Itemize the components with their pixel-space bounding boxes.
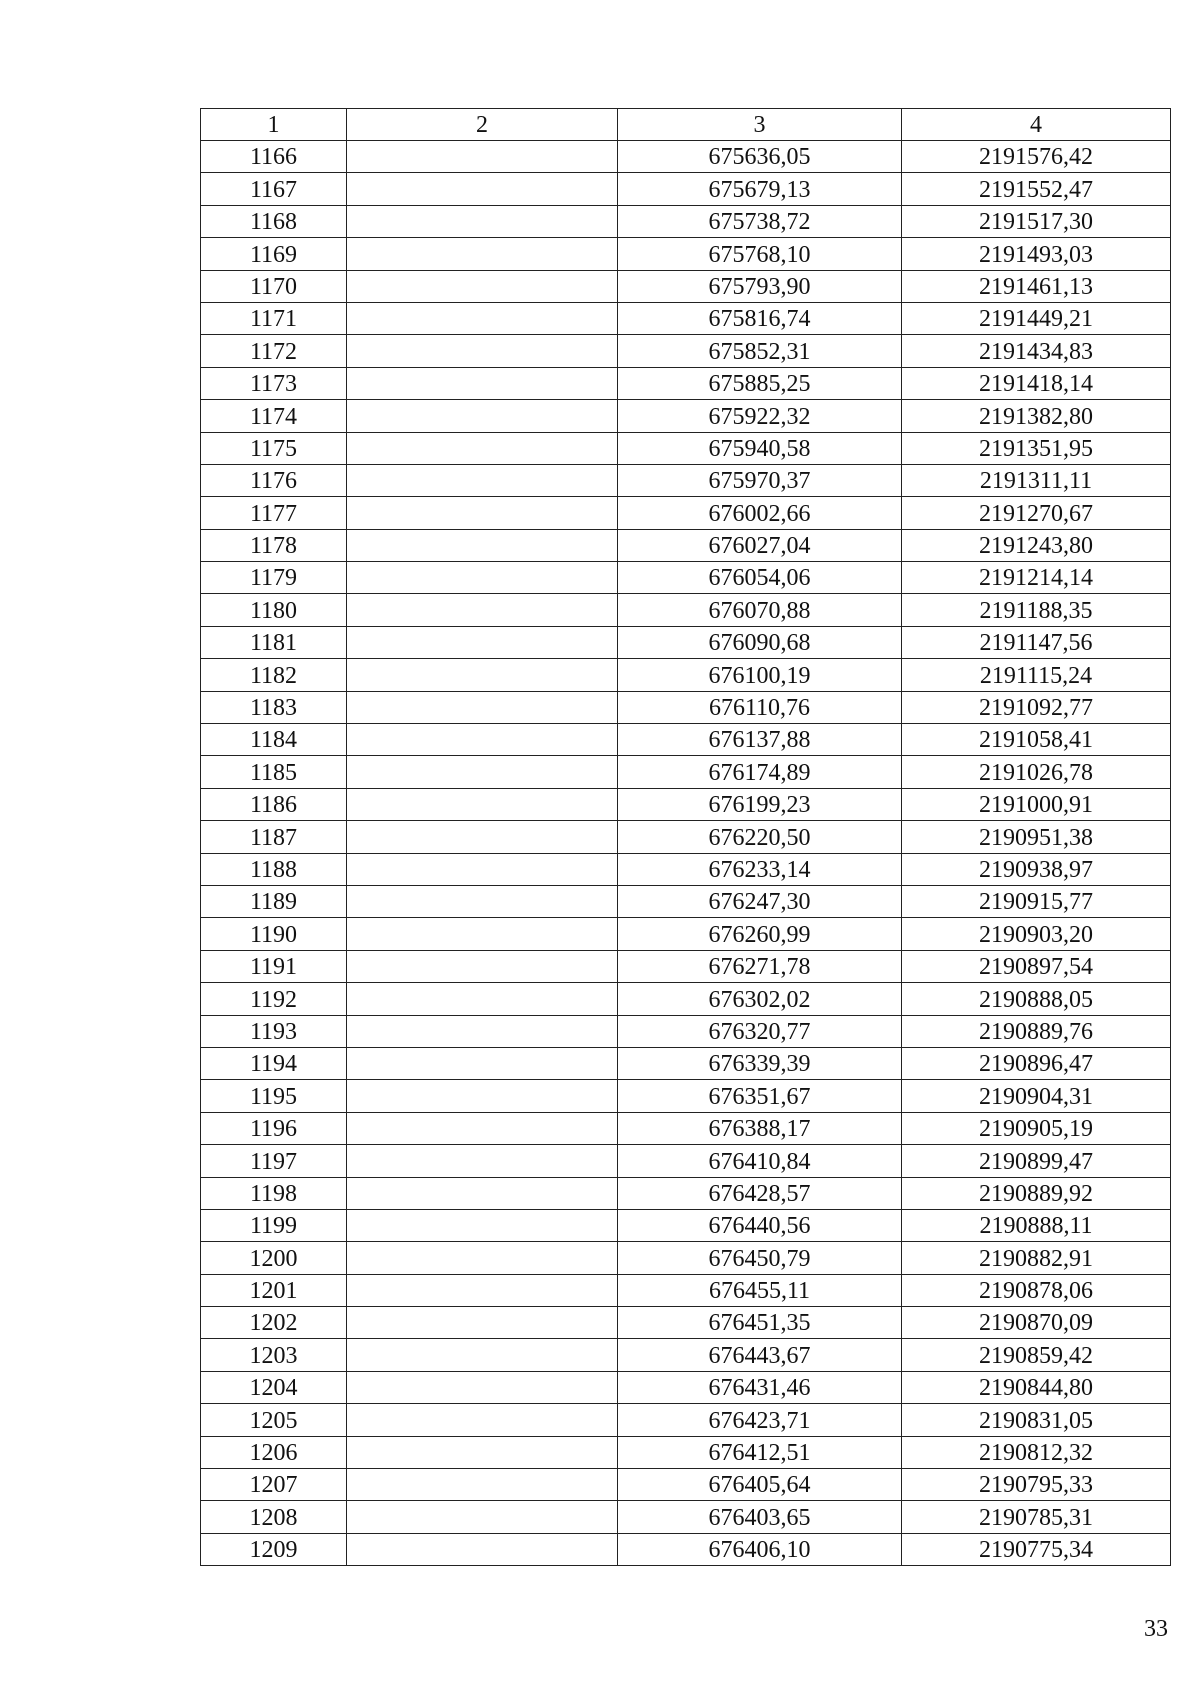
- point-number-cell: 1166: [201, 141, 347, 173]
- column-header-1: 1: [201, 109, 347, 141]
- point-number-cell: 1185: [201, 756, 347, 788]
- x-coordinate-cell: 676403,65: [618, 1501, 902, 1533]
- point-number-cell: 1181: [201, 626, 347, 658]
- y-coordinate-cell: 2190888,11: [902, 1209, 1171, 1241]
- x-coordinate-cell: 675852,31: [618, 335, 902, 367]
- table-row: [201, 432, 1171, 464]
- description-cell: [347, 302, 618, 334]
- table-row: [201, 1339, 1171, 1371]
- table-row: [201, 594, 1171, 626]
- table-row: [201, 724, 1171, 756]
- table-row: [201, 626, 1171, 658]
- table-row: [201, 464, 1171, 496]
- table-row: [201, 1307, 1171, 1339]
- point-number-cell: 1176: [201, 464, 347, 496]
- description-cell: [347, 1307, 618, 1339]
- x-coordinate-cell: 676339,39: [618, 1047, 902, 1079]
- description-cell: [347, 1209, 618, 1241]
- description-cell: [347, 270, 618, 302]
- y-coordinate-cell: 2190775,34: [902, 1533, 1171, 1565]
- description-cell: [347, 1177, 618, 1209]
- table-row: [201, 1209, 1171, 1241]
- y-coordinate-cell: 2191058,41: [902, 724, 1171, 756]
- point-number-cell: 1174: [201, 400, 347, 432]
- y-coordinate-cell: 2191552,47: [902, 173, 1171, 205]
- description-cell: [347, 1469, 618, 1501]
- coordinates-table: [200, 108, 1171, 1566]
- x-coordinate-cell: 676247,30: [618, 885, 902, 917]
- table-row: [201, 270, 1171, 302]
- description-cell: [347, 950, 618, 982]
- description-cell: [347, 464, 618, 496]
- table-row: [201, 1469, 1171, 1501]
- point-number-cell: 1192: [201, 983, 347, 1015]
- description-cell: [347, 238, 618, 270]
- table-row: [201, 238, 1171, 270]
- x-coordinate-cell: 676412,51: [618, 1436, 902, 1468]
- description-cell: [347, 853, 618, 885]
- table-row: [201, 788, 1171, 820]
- description-cell: [347, 1404, 618, 1436]
- table-row: [201, 691, 1171, 723]
- description-cell: [347, 885, 618, 917]
- x-coordinate-cell: 675922,32: [618, 400, 902, 432]
- x-coordinate-cell: 676100,19: [618, 659, 902, 691]
- y-coordinate-cell: 2190882,91: [902, 1242, 1171, 1274]
- point-number-cell: 1200: [201, 1242, 347, 1274]
- y-coordinate-cell: 2190889,92: [902, 1177, 1171, 1209]
- x-coordinate-cell: 676220,50: [618, 821, 902, 853]
- point-number-cell: 1196: [201, 1112, 347, 1144]
- point-number-cell: 1169: [201, 238, 347, 270]
- x-coordinate-cell: 676455,11: [618, 1274, 902, 1306]
- table-row: [201, 885, 1171, 917]
- x-coordinate-cell: 676233,14: [618, 853, 902, 885]
- table-row: [201, 173, 1171, 205]
- table-row: [201, 1177, 1171, 1209]
- y-coordinate-cell: 2190897,54: [902, 950, 1171, 982]
- y-coordinate-cell: 2190896,47: [902, 1047, 1171, 1079]
- description-cell: [347, 821, 618, 853]
- x-coordinate-cell: 676260,99: [618, 918, 902, 950]
- description-cell: [347, 1047, 618, 1079]
- x-coordinate-cell: 675940,58: [618, 432, 902, 464]
- y-coordinate-cell: 2191026,78: [902, 756, 1171, 788]
- description-cell: [347, 562, 618, 594]
- y-coordinate-cell: 2190889,76: [902, 1015, 1171, 1047]
- x-coordinate-cell: 676002,66: [618, 497, 902, 529]
- x-coordinate-cell: 676388,17: [618, 1112, 902, 1144]
- x-coordinate-cell: 676174,89: [618, 756, 902, 788]
- table-row: [201, 141, 1171, 173]
- y-coordinate-cell: 2191576,42: [902, 141, 1171, 173]
- description-cell: [347, 400, 618, 432]
- point-number-cell: 1189: [201, 885, 347, 917]
- table-row: [201, 918, 1171, 950]
- table-row: [201, 1404, 1171, 1436]
- table-row: [201, 1436, 1171, 1468]
- y-coordinate-cell: 2191311,11: [902, 464, 1171, 496]
- description-cell: [347, 788, 618, 820]
- x-coordinate-cell: 675679,13: [618, 173, 902, 205]
- y-coordinate-cell: 2190951,38: [902, 821, 1171, 853]
- point-number-cell: 1206: [201, 1436, 347, 1468]
- x-coordinate-cell: 676302,02: [618, 983, 902, 1015]
- description-cell: [347, 1339, 618, 1371]
- x-coordinate-cell: 676027,04: [618, 529, 902, 561]
- y-coordinate-cell: 2190831,05: [902, 1404, 1171, 1436]
- description-cell: [347, 1080, 618, 1112]
- table-row: [201, 1274, 1171, 1306]
- point-number-cell: 1188: [201, 853, 347, 885]
- table-row: [201, 659, 1171, 691]
- point-number-cell: 1170: [201, 270, 347, 302]
- y-coordinate-cell: 2190878,06: [902, 1274, 1171, 1306]
- y-coordinate-cell: 2191270,67: [902, 497, 1171, 529]
- table-row: [201, 367, 1171, 399]
- column-header-4: 4: [902, 109, 1171, 141]
- point-number-cell: 1195: [201, 1080, 347, 1112]
- y-coordinate-cell: 2191188,35: [902, 594, 1171, 626]
- point-number-cell: 1180: [201, 594, 347, 626]
- x-coordinate-cell: 676199,23: [618, 788, 902, 820]
- column-header-3: 3: [618, 109, 902, 141]
- y-coordinate-cell: 2191351,95: [902, 432, 1171, 464]
- table-row: [201, 562, 1171, 594]
- description-cell: [347, 918, 618, 950]
- point-number-cell: 1204: [201, 1371, 347, 1403]
- description-cell: [347, 367, 618, 399]
- point-number-cell: 1191: [201, 950, 347, 982]
- y-coordinate-cell: 2191418,14: [902, 367, 1171, 399]
- point-number-cell: 1209: [201, 1533, 347, 1565]
- description-cell: [347, 1371, 618, 1403]
- x-coordinate-cell: 675793,90: [618, 270, 902, 302]
- point-number-cell: 1178: [201, 529, 347, 561]
- y-coordinate-cell: 2190844,80: [902, 1371, 1171, 1403]
- table-row: [201, 1015, 1171, 1047]
- x-coordinate-cell: 676451,35: [618, 1307, 902, 1339]
- point-number-cell: 1199: [201, 1209, 347, 1241]
- x-coordinate-cell: 676351,67: [618, 1080, 902, 1112]
- description-cell: [347, 141, 618, 173]
- y-coordinate-cell: 2190915,77: [902, 885, 1171, 917]
- y-coordinate-cell: 2190904,31: [902, 1080, 1171, 1112]
- y-coordinate-cell: 2191147,56: [902, 626, 1171, 658]
- point-number-cell: 1201: [201, 1274, 347, 1306]
- point-number-cell: 1186: [201, 788, 347, 820]
- point-number-cell: 1168: [201, 205, 347, 237]
- point-number-cell: 1198: [201, 1177, 347, 1209]
- table-row: [201, 1371, 1171, 1403]
- point-number-cell: 1172: [201, 335, 347, 367]
- y-coordinate-cell: 2191000,91: [902, 788, 1171, 820]
- table-row: [201, 1533, 1171, 1565]
- description-cell: [347, 626, 618, 658]
- description-cell: [347, 432, 618, 464]
- table-row: [201, 497, 1171, 529]
- table-row: [201, 853, 1171, 885]
- description-cell: [347, 1501, 618, 1533]
- page-number: 33: [1144, 1616, 1168, 1642]
- description-cell: [347, 756, 618, 788]
- description-cell: [347, 497, 618, 529]
- table-row: [201, 335, 1171, 367]
- description-cell: [347, 529, 618, 561]
- x-coordinate-cell: 676443,67: [618, 1339, 902, 1371]
- y-coordinate-cell: 2190785,31: [902, 1501, 1171, 1533]
- point-number-cell: 1175: [201, 432, 347, 464]
- x-coordinate-cell: 676406,10: [618, 1533, 902, 1565]
- y-coordinate-cell: 2190938,97: [902, 853, 1171, 885]
- point-number-cell: 1177: [201, 497, 347, 529]
- x-coordinate-cell: 675636,05: [618, 141, 902, 173]
- x-coordinate-cell: 675885,25: [618, 367, 902, 399]
- y-coordinate-cell: 2190795,33: [902, 1469, 1171, 1501]
- description-cell: [347, 1274, 618, 1306]
- description-cell: [347, 205, 618, 237]
- description-cell: [347, 983, 618, 1015]
- y-coordinate-cell: 2190899,47: [902, 1145, 1171, 1177]
- table-row: [201, 1080, 1171, 1112]
- point-number-cell: 1173: [201, 367, 347, 399]
- description-cell: [347, 1242, 618, 1274]
- x-coordinate-cell: 676137,88: [618, 724, 902, 756]
- description-cell: [347, 1015, 618, 1047]
- description-cell: [347, 335, 618, 367]
- y-coordinate-cell: 2191382,80: [902, 400, 1171, 432]
- point-number-cell: 1208: [201, 1501, 347, 1533]
- table-row: [201, 400, 1171, 432]
- x-coordinate-cell: 676450,79: [618, 1242, 902, 1274]
- table-row: [201, 1145, 1171, 1177]
- y-coordinate-cell: 2190812,32: [902, 1436, 1171, 1468]
- table-row: [201, 1047, 1171, 1079]
- point-number-cell: 1171: [201, 302, 347, 334]
- description-cell: [347, 173, 618, 205]
- x-coordinate-cell: 676431,46: [618, 1371, 902, 1403]
- y-coordinate-cell: 2190870,09: [902, 1307, 1171, 1339]
- description-cell: [347, 691, 618, 723]
- x-coordinate-cell: 676405,64: [618, 1469, 902, 1501]
- table-header-row: [201, 109, 1171, 141]
- point-number-cell: 1197: [201, 1145, 347, 1177]
- point-number-cell: 1194: [201, 1047, 347, 1079]
- table-row: [201, 529, 1171, 561]
- y-coordinate-cell: 2191434,83: [902, 335, 1171, 367]
- x-coordinate-cell: 676320,77: [618, 1015, 902, 1047]
- x-coordinate-cell: 676428,57: [618, 1177, 902, 1209]
- table-row: [201, 1501, 1171, 1533]
- y-coordinate-cell: 2190888,05: [902, 983, 1171, 1015]
- table-row: [201, 205, 1171, 237]
- point-number-cell: 1205: [201, 1404, 347, 1436]
- description-cell: [347, 594, 618, 626]
- point-number-cell: 1167: [201, 173, 347, 205]
- description-cell: [347, 1145, 618, 1177]
- point-number-cell: 1179: [201, 562, 347, 594]
- y-coordinate-cell: 2191461,13: [902, 270, 1171, 302]
- table-row: [201, 983, 1171, 1015]
- x-coordinate-cell: 675970,37: [618, 464, 902, 496]
- table-row: [201, 821, 1171, 853]
- y-coordinate-cell: 2191493,03: [902, 238, 1171, 270]
- table-row: [201, 1242, 1171, 1274]
- point-number-cell: 1207: [201, 1469, 347, 1501]
- point-number-cell: 1183: [201, 691, 347, 723]
- description-cell: [347, 1112, 618, 1144]
- description-cell: [347, 659, 618, 691]
- point-number-cell: 1184: [201, 724, 347, 756]
- x-coordinate-cell: 676410,84: [618, 1145, 902, 1177]
- x-coordinate-cell: 676440,56: [618, 1209, 902, 1241]
- y-coordinate-cell: 2191243,80: [902, 529, 1171, 561]
- description-cell: [347, 1436, 618, 1468]
- y-coordinate-cell: 2190859,42: [902, 1339, 1171, 1371]
- y-coordinate-cell: 2191517,30: [902, 205, 1171, 237]
- x-coordinate-cell: 675816,74: [618, 302, 902, 334]
- point-number-cell: 1182: [201, 659, 347, 691]
- y-coordinate-cell: 2191092,77: [902, 691, 1171, 723]
- description-cell: [347, 724, 618, 756]
- point-number-cell: 1203: [201, 1339, 347, 1371]
- x-coordinate-cell: 675738,72: [618, 205, 902, 237]
- point-number-cell: 1193: [201, 1015, 347, 1047]
- y-coordinate-cell: 2191115,24: [902, 659, 1171, 691]
- point-number-cell: 1187: [201, 821, 347, 853]
- y-coordinate-cell: 2191214,14: [902, 562, 1171, 594]
- x-coordinate-cell: 676271,78: [618, 950, 902, 982]
- x-coordinate-cell: 676054,06: [618, 562, 902, 594]
- x-coordinate-cell: 675768,10: [618, 238, 902, 270]
- y-coordinate-cell: 2190905,19: [902, 1112, 1171, 1144]
- y-coordinate-cell: 2191449,21: [902, 302, 1171, 334]
- x-coordinate-cell: 676090,68: [618, 626, 902, 658]
- table-body: [201, 141, 1171, 1566]
- table-row: [201, 950, 1171, 982]
- table-row: [201, 302, 1171, 334]
- table-row: [201, 756, 1171, 788]
- x-coordinate-cell: 676070,88: [618, 594, 902, 626]
- point-number-cell: 1190: [201, 918, 347, 950]
- column-header-2: 2: [347, 109, 618, 141]
- x-coordinate-cell: 676110,76: [618, 691, 902, 723]
- point-number-cell: 1202: [201, 1307, 347, 1339]
- description-cell: [347, 1533, 618, 1565]
- y-coordinate-cell: 2190903,20: [902, 918, 1171, 950]
- table-row: [201, 1112, 1171, 1144]
- x-coordinate-cell: 676423,71: [618, 1404, 902, 1436]
